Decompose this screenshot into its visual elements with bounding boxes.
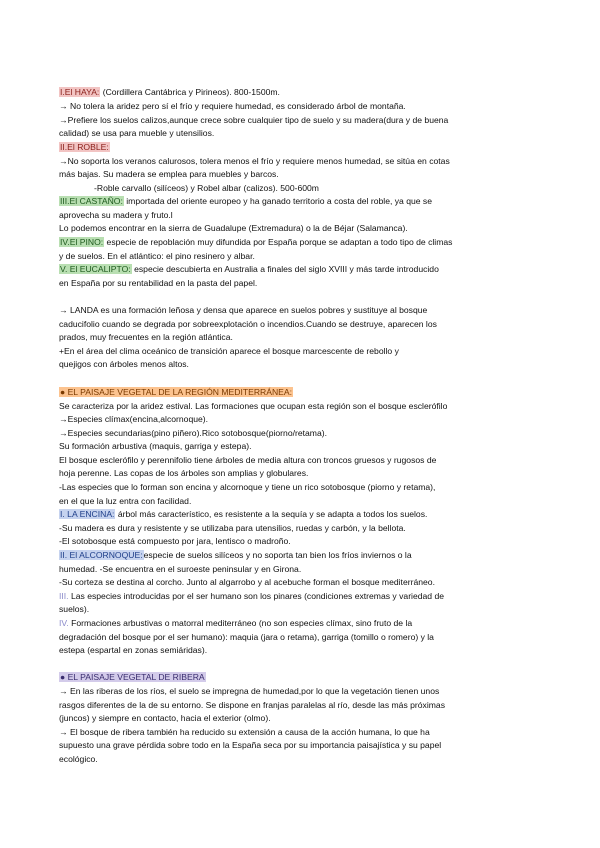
pino-line [59, 236, 560, 249]
text-line: →No soporta los veranos calurosos, tolera menos el frío y requiere menos humedad, se sitúa en cotas [59, 156, 450, 166]
text-line: más bajas. Su madera se emplea para muebles y barcos. [59, 169, 279, 179]
pinares-line [59, 590, 560, 603]
text-line: calidad) se usa para mueble y utensilios. [59, 128, 215, 138]
text-line: aprovecha su madera y fruto.l [59, 210, 173, 220]
mediterranea-heading-line [59, 386, 560, 399]
encina-label: I. LA ENCINA: [60, 509, 115, 519]
haya-text: (Cordillera Cantábrica y Pirineos). 800-1500m. [100, 87, 280, 97]
text-line: en el que la luz entra con facilidad. [59, 496, 192, 506]
text-line: El bosque esclerófilo y perennifolio tiene árboles de media altura con troncos gruesos y rugosos de [59, 455, 437, 465]
text-line: →Prefiere los suelos calizos,aunque crece sobre cualquier tipo de suelo y su madera(dura y de buena [59, 115, 449, 125]
text-line: -Las especies que lo forman son encina y alcornoque y tiene un rico sotobosque (piorno y retama), [59, 482, 436, 492]
text-line: →Especies secundarias(pino piñero).Rico sotobosque(piorno/retama). [59, 428, 327, 438]
encina-line [59, 508, 560, 521]
text-line: rasgos diferentes de la de su entorno. Se dispone en franjas paralelas al río, desde las más próximas [59, 700, 445, 710]
text-line: en España por su rentabilidad en la pasta del papel. [59, 278, 258, 288]
text-line: supuesto una grave pérdida sobre todo en la España seca por su importancia paisajística y su papel [59, 740, 442, 750]
pino-text: especie de repoblación muy difundida por España porque se adaptan a todo tipo de climas [104, 237, 453, 247]
text-line: estepa (espartal en zonas semiáridas). [59, 645, 208, 655]
ribera-heading-line [59, 671, 560, 684]
pino-label: IV.El PINO: [60, 237, 104, 247]
castano-text: importada del oriente europeo y ha ganado territorio a costa del roble, ya que se [123, 196, 433, 206]
text-line: +En el área del clima oceánico de transición aparece el bosque marcescente de rebollo y [59, 346, 399, 356]
matorral-text: Formaciones arbustivas o matorral mediterráneo (no son especies clímax, sino fruto de la [68, 618, 413, 628]
text-line: Lo podemos encontrar en la sierra de Guadalupe (Extremadura) o la de Béjar (Salamanca). [59, 223, 408, 233]
eucalipto-text: especie descubierta en Australia a finales del siglo XVIII y más tarde introducido [131, 264, 439, 274]
text-line: Se caracteriza por la aridez estival. Las formaciones que ocupan esta región son el bosque esclerófilo [59, 401, 448, 411]
haya-label: I.El HAYA: [60, 87, 100, 97]
text-line: prados, muy frecuentes en la región atlántica. [59, 332, 233, 342]
eucalipto-label: V. El EUCALIPTO: [60, 264, 131, 274]
alcornoque-label: II. El ALCORNOQUE: [60, 550, 143, 560]
mediterranea-heading: ● EL PAISAJE VEGETAL DE LA REGIÓN MEDITERRÁNEA: [60, 387, 293, 397]
text-line: degradación del bosque por el ser humano): maquia (jara o retama), garriga (tomillo o romero) y la [59, 632, 434, 642]
text-line: hoja perenne. Las copas de los árboles son amplias y globulares. [59, 468, 309, 478]
text-line: Su formación arbustiva (maquis, garriga y estepa). [59, 441, 252, 451]
text-line: → LANDA es una formación leñosa y densa que aparece en suelos pobres y sustituye al bosque [59, 305, 428, 315]
matorral-line [59, 617, 560, 630]
ribera-heading: ● EL PAISAJE VEGETAL DE RIBERA [60, 672, 205, 682]
text-line: →Especies clímax(encina,alcornoque). [59, 414, 209, 424]
roble-line [59, 141, 560, 154]
alcornoque-text: especie de suelos silíceos y no soporta tan bien los fríos inviernos o la [143, 550, 412, 560]
text-line: (juncos) y siempre en contacto, hacia el exterior (olmo). [59, 713, 271, 723]
text-line: -El sotobosque está compuesto por jara, lentisco o madroño. [59, 536, 291, 546]
text-line: → No tolera la aridez pero sí el frío y requiere humedad, es considerado árbol de montaña. [59, 101, 406, 111]
text-line: → En las riberas de los ríos, el suelo se impregna de humedad,por lo que la vegetación tienen unos [59, 686, 440, 696]
roble-label: II.El ROBLE: [60, 142, 109, 152]
pinares-text: Las especies introducidas por el ser humano son los pinares (condiciones extremas y variedad de [68, 591, 445, 601]
text-line: -Su madera es dura y resistente y se utilizaba para utensilios, ruedas y carbón, y la bellota. [59, 523, 406, 533]
text-line: y de suelos. En el atlántico: el pino resinero y albar. [59, 251, 255, 261]
alcornoque-line [59, 549, 560, 562]
matorral-number: IV. [59, 618, 69, 628]
haya-line [59, 86, 560, 99]
text-line: caducifolio cuando se degrada por sobreexplotación o incendios.Cuando se destruye, aparecen los [59, 319, 437, 329]
castano-line [59, 195, 560, 208]
text-line: quejigos con árboles menos altos. [59, 359, 189, 369]
castano-label: III.El CASTAÑO: [60, 196, 123, 206]
text-line: suelos). [59, 604, 90, 614]
text-line: → El bosque de ribera también ha reducido su extensión a causa de la acción humana, lo que ha [59, 727, 430, 737]
text-line: humedad. -Se encuentra en el suroeste peninsular y en Girona. [59, 564, 302, 574]
eucalipto-line [59, 263, 560, 276]
text-line: -Su corteza se destina al corcho. Junto al algarrobo y al acebuche forman el bosque mediterráneo. [59, 577, 435, 587]
text-line: -Roble carvallo (silíceos) y Robel albar (calizos). 500-600m [94, 183, 319, 193]
text-line: ecológico. [59, 754, 98, 764]
pinares-number: III. [59, 591, 69, 601]
encina-text: árbol más característico, es resistente a la sequía y se adapta a todos los suelos. [115, 509, 428, 519]
